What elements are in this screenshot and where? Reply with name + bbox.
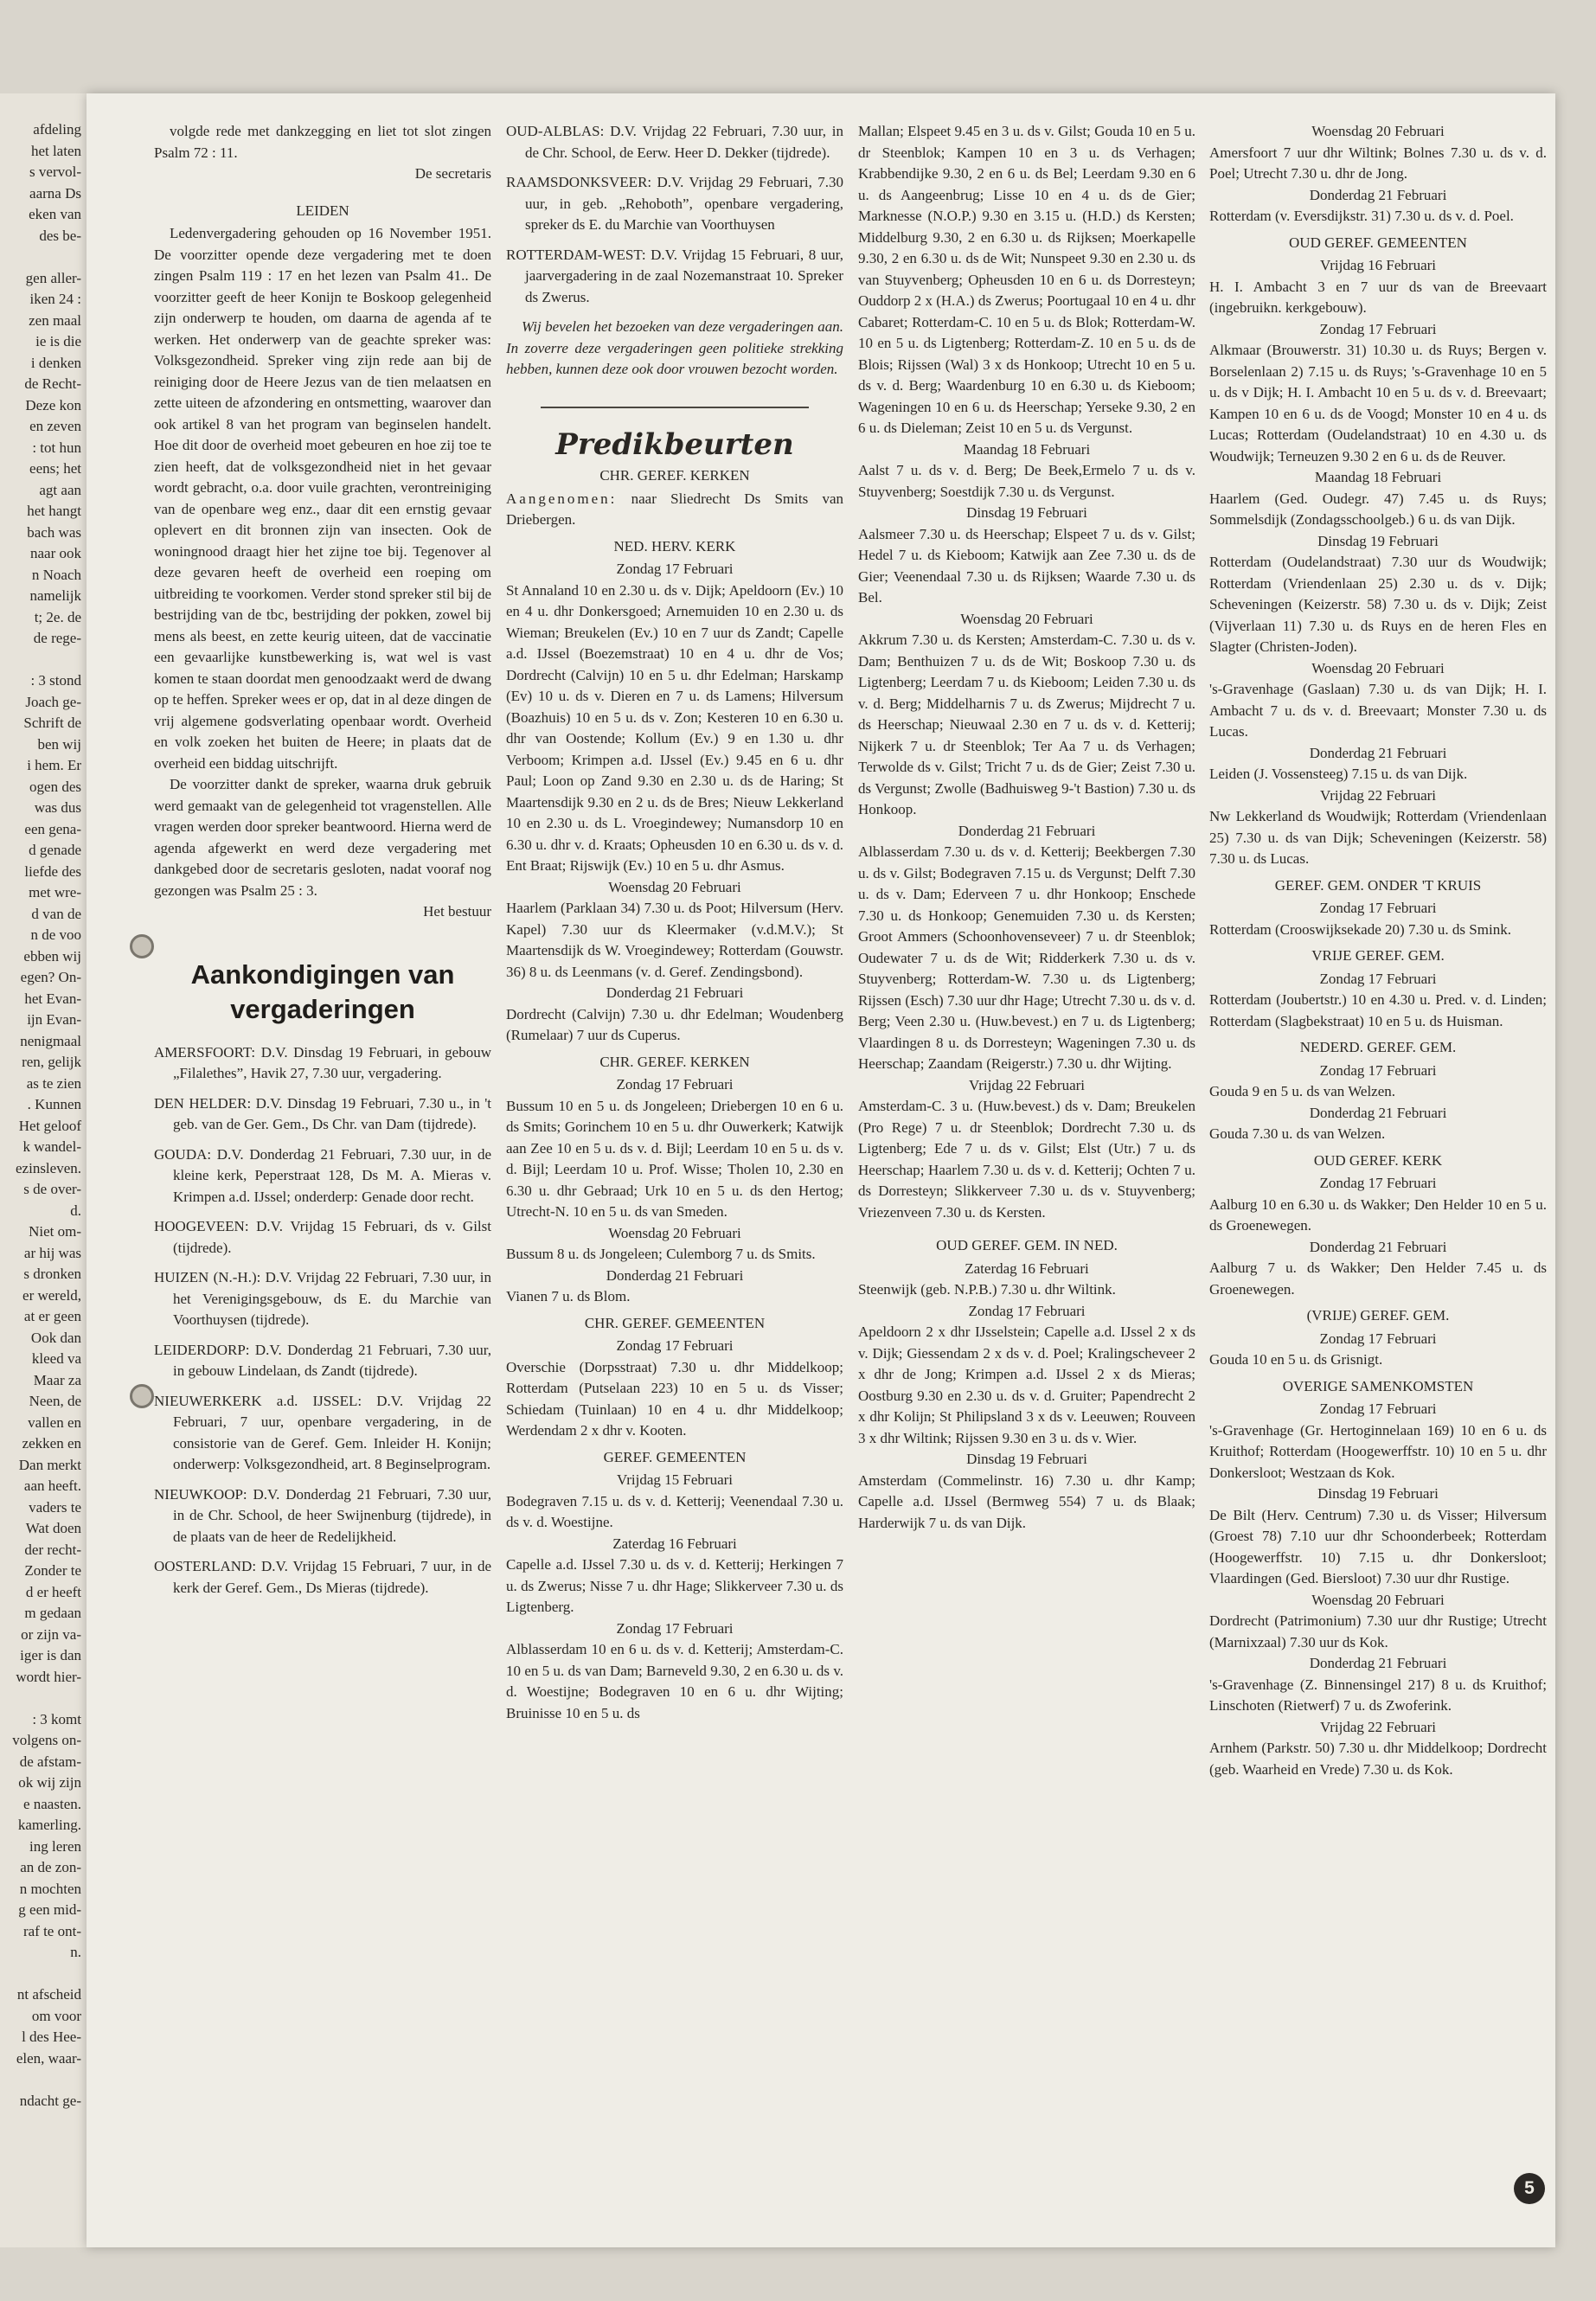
church-heading: VRIJE GEREF. GEM. (1311, 947, 1445, 964)
strip-line: i hem. Er (27, 757, 81, 773)
strip-line: s de over- (23, 1181, 81, 1197)
announcement-item: GOUDA: D.V. Donderdag 21 Februari, 7.30 uur, in de kleine kerk, Peperstraat 128, Ds M. A. Mieras v. Krimpen a.d. IJssel; onderderp: Genade door recht. (154, 1145, 491, 1205)
day-heading: Donderdag 21 Februari (1309, 1238, 1447, 1255)
strip-line: s dronken (23, 1266, 81, 1282)
church-heading: GEREF. GEMEENTEN (603, 1448, 747, 1465)
announcement-item: NIEUWKOOP: D.V. Donderdag 21 Februari, 7.30 uur, in de Chr. School, de heer Swijnenburg (tijdrede), in de plaats van de heer de Redelijkheid. (154, 1485, 491, 1545)
announcements-title (154, 958, 491, 1027)
church-heading: OUD GEREF. GEM. IN NED. (936, 1237, 1118, 1253)
strip-line: aarna Ds (29, 184, 81, 202)
strip-line: met wre- (29, 884, 81, 901)
paragraph: Rotterdam (v. Eversdijkstr. 31) 7.30 u. ds v. d. Poel. (1209, 208, 1514, 224)
church-heading: OVERIGE SAMENKOMSTEN (1282, 1377, 1474, 1394)
strip-line: des be- (39, 227, 81, 244)
day-heading: Dinsdag 19 Februari (1317, 1485, 1439, 1502)
strip-line: : tot hun (32, 439, 81, 456)
strip-line: Zonder te (24, 1562, 81, 1579)
strip-line: ok wij zijn (18, 1774, 81, 1791)
announcement-list (506, 121, 843, 308)
day-heading: Donderdag 21 Februari (1309, 744, 1447, 761)
strip-line: liefde des (24, 862, 81, 880)
strip-line: d genade (29, 842, 81, 858)
announcement-item: LEIDERDORP: D.V. Donderdag 21 Februari, 7.30 uur, in gebouw Lindelaan, ds Zandt (tijdrede). (154, 1341, 491, 1379)
paragraph: Akkrum 7.30 u. ds Kersten; Amsterdam-C. 7.30 u. ds v. Dam; Benthuizen 7 u. ds de Wit; Boskoop 7.30 u. ds Ligtenberg; Leerdam 7 u. ds Kieboom; Leiden 7.30 u. ds v. d. Berg; Middelharnis 7 u. ds Zwerus; Mijdrecht 7 u. ds Heerschap; Nieuwaal 2.30 en 7 u. ds v. d. Ketterij; Nijkerk 7 u. dr Steenblok; Ter Aa 7 u. ds Verhagen; Terwolde ds v. Gilst; Tricht 7 u. ds de Gier; Zeist 7.30 u. ds Vergunst; Zwolle (Badhuisweg 9-'t Bastion) 7.30 u. ds Honkoop. (858, 631, 1195, 817)
strip-line: aan heeft. (23, 1477, 81, 1494)
paragraph: Alblasserdam 7.30 u. ds v. d. Ketterij; Beekbergen 7.30 u. ds v. Gilst; Bodegraven 7.15 u. ds Vergunst; Delft 7.30 u. ds v. Dam; Ederveen 7 u. dhr Honkoop; Enschede 7.30 u. ds Honkoop; Genemuiden 7.30 u. ds Kersten; Groot Ammers (Schoonhovenseveer) 7 u. dr Steenblok; Oudewater 7 u. ds de Wit; Ridderkerk 7.30 u. ds v. Stuyvenberg; Rotterdam-W. 7.30 u. ds Ligtenberg; Rijssen (Esch) 7.30 uur dhr Hage; Utrecht 7.30 u. ds v. d. Berg; Veen 2.30 u. (Huw.bevest.) en 7 u. ds Ligtenberg; Vlaardingen 8 u. ds Dorresteyn; Wageningen 7.30 u. ds Heerschap; Zaandam (Reigerstr.) 7.30 u. dhr Wijting. (858, 843, 1195, 1072)
day-heading: Donderdag 21 Februari (1309, 1104, 1447, 1121)
paragraph: Amersfoort 7 uur dhr Wiltink; Bolnes 7.30 u. ds v. d. Poel; Utrecht 7.30 u. dhr de Jong. (1209, 144, 1547, 182)
day-heading: Zondag 17 Februari (1319, 900, 1437, 916)
day-heading: Woensdag 20 Februari (960, 610, 1093, 627)
text: naar Sliedrecht Ds Smits van Driebergen. (506, 490, 843, 528)
day-heading: Maandag 18 Februari (1314, 469, 1442, 485)
predikbeurten-title: Predikbeurten (555, 426, 794, 462)
strip-line: Het geloof (18, 1117, 81, 1134)
strip-line: iken 24 : (29, 291, 81, 307)
strip-line: Schrift de (23, 715, 81, 731)
church-heading: CHR. GEREF. GEMEENTEN (584, 1314, 766, 1331)
strip-line: iger is dan (20, 1647, 81, 1663)
strip-line: raf te ont- (22, 1922, 81, 1939)
strip-line: ben wij (37, 735, 81, 753)
paragraph: Amsterdam (Commelinstr. 16) 7.30 u. dhr Kamp; Capelle a.d. IJssel (Bermweg 554) 7 u. ds Blaak; Harderwijk 7 u. ds van Dijk. (858, 1471, 1195, 1531)
strip-line: de afstam- (19, 1753, 81, 1770)
strip-line (0, 2069, 81, 2091)
strip-line: eens; het (29, 460, 81, 477)
strip-line: i denken (30, 354, 81, 371)
day-heading: Dinsdag 19 Februari (966, 504, 1087, 521)
day-heading: Vrijdag 22 Februari (969, 1076, 1085, 1093)
paragraph: Vianen 7 u. ds Blom. (506, 1288, 631, 1304)
strip-line: Joach ge- (25, 693, 81, 710)
announcement-item: OOSTERLAND: D.V. Vrijdag 15 Februari, 7 uur, in de kerk der Geref. Gem., Ds Mieras (tijdrede). (154, 1558, 491, 1596)
paragraph: volgde rede met dankzegging en liet tot slot zingen Psalm 72 : 11. (154, 123, 491, 161)
paragraph: Bussum 10 en 5 u. ds Jongeleen; Driebergen 10 en 6 u. ds Smits; Gorinchem 10 en 5 u. dhr Ouwerkerk; Katwijk aan Zee 10 en 5 u. ds v. d. Bijl; Leerdam 10 en 5 u. ds v. d. Bijl; Leerdam 10 u. Prof. Wisse; Tholen 10, 2.30 en 6.30 u. dhr Gebraad; Urk 10 en 5 u. ds den Hertog; Utrecht-N. 10 en 5 u. ds van Smeden. (506, 1097, 843, 1220)
strip-line: t; 2e. de (34, 608, 81, 625)
paragraph: De voorzitter dankt de spreker, waarna druk gebruik werd gemaakt van de gelegenheid tot vragenstellen. Alle vragen werden door spreker beantwoord. Hierna werd de agenda afgewerkt en werd deze vergadering met dankgebed door de secretaris gesloten, nadat vooraf nog gezongen was Psalm 25 : 3. (154, 776, 491, 899)
day-heading: Woensdag 20 Februari (608, 1224, 741, 1241)
strip-line: het Evan- (24, 990, 81, 1007)
day-heading: Dinsdag 19 Februari (966, 1451, 1087, 1467)
church-heading: NEDERD. GEREF. GEM. (1299, 1039, 1457, 1055)
day-heading: Zondag 17 Februari (1319, 970, 1437, 987)
strip-line: volgens on- (12, 1732, 81, 1748)
church-heading: NED. HERV. KERK (613, 537, 736, 554)
strip-line: naar ook (29, 545, 81, 561)
paragraph: Ledenvergadering gehouden op 16 November 1951. De voorzitter opende deze vergadering met te doen zingen Psalm 119 : 17 en het lezen van Psalm 41.. De voorzitter geeft de heer Konijn te Boskoop gelegenheid zijn onderwerp te houden, om daarna de agenda af te werken. Het onderwerp van de geachte spreker was: Volksgezondheid. Spreker ving zijn rede aan bij de reiniging door de Heere Jezus van de tien melaatsen en zette uiteen de afzondering en ontsmetting, waarover dan ook artikel 8 van het program van beginselen handelt. Hoe dit door de overheid moet gebeuren en hoe zij toe te zien heeft, dat de volksgezondheid niet in het gevaar wordt gebracht, o.a. door vuile grachten, verontreiniging van de openbare weg enz., daar dit een ernstig gevaar oplevert en dit bronnen zijn van insecten. Ook de woningnood draagt hier het zijne toe bij. Tegenover al deze gevaren heeft de overheid een roeping om uitbreiding te voorkomen. Verder stond spreker stil bij de bestrijding van de tbc, bestrijding der pokken, zowel bij mens als beest, en zette keurig uiteen, dat de vaccinatie een gevaarlijke kunstbewerking is, wat wel is vast komen te staan doordat men genoodzaakt werd de dwang op te heffen. Spreker wees er op, dat in al deze dingen de vrij algemene godsverlating openbaar wordt. Overheid en volk zoeken het buiten de Heere; in plaats dat de overheid een biddag uitschrijft. (154, 225, 491, 772)
strip-line (0, 247, 81, 268)
paragraph: Capelle a.d. IJssel 7.30 u. ds v. d. Ketterij; Herkingen 7 u. ds Zwerus; Nisse 7 u. dhr Hage; Slikkerveer 7.30 u. ds Ligtenberg. (506, 1556, 843, 1615)
paragraph: De Bilt (Herv. Centrum) 7.30 u. ds Visser; Hilversum (Groest 78) 7.10 uur dhr Schoonderbeek; Rotterdam (Hoogewerffstr. 10) 7.15 u. dhr Donkersloot; Vlaardingen (Ged. Biersloot) 7.30 uur dhr Rustige. (1209, 1506, 1547, 1586)
strip-line: ar hij was (23, 1244, 81, 1261)
strip-line: ie is die (35, 333, 81, 349)
strip-line: Ook dan (30, 1329, 81, 1346)
title-line: Aankondigingen van (190, 958, 455, 990)
strip-line: ezinsleven. (16, 1159, 81, 1176)
strip-line: . Kunnen (27, 1096, 81, 1112)
day-heading: Donderdag 21 Februari (958, 822, 1096, 839)
divider (541, 407, 809, 408)
day-heading: Zaterdag 16 Februari (612, 1535, 737, 1552)
day-heading: Woensdag 20 Februari (608, 878, 741, 895)
church-heading: OUD GEREF. KERK (1313, 1151, 1443, 1169)
paragraph: Aalburg 7 u. ds Wakker; Den Helder 7.45 u. ds Groenewegen. (1209, 1259, 1547, 1298)
previous-page-text (0, 119, 81, 2112)
day-heading: Maandag 18 Februari (963, 440, 1091, 458)
day-heading: Donderdag 21 Februari (1309, 1655, 1447, 1671)
paragraph: Alkmaar (Brouwerstr. 31) 10.30 u. ds Ruys; Bergen v. Borselenlaan 2) 7.15 u. ds Ruys; 's-Gravenhage 10 en 5 u. ds v Dijk; H. I. Ambacht 10 en 5 u. ds v. d. Breevaart; Kampen 10 en 6 u. ds de Voogd; Monster 10 en 4 u. ds Lucas; Rotterdam (Oudelandstraat) 10 en 4.30 u. ds Woudwijk; Terneuzen 9.30 2 en 6 u. ds de Reuver. (1209, 342, 1547, 465)
previous-page-strip (0, 93, 89, 2247)
paragraph: H. I. Ambacht 3 en 7 uur ds van de Breevaart (ingebruikn. kerkgebouw). (1209, 278, 1547, 316)
strip-line: ogen des (29, 778, 81, 795)
announcement-item: OUD-ALBLAS: D.V. Vrijdag 22 Februari, 7.30 uur, in de Chr. School, de Eerw. Heer D. Dekker (tijdrede). (506, 123, 843, 161)
strip-line: namelijk (29, 587, 81, 604)
day-heading: Donderdag 21 Februari (1309, 186, 1447, 203)
strip-line: nenigmaal (20, 1032, 81, 1049)
strip-line: : 3 komt (32, 1710, 81, 1727)
strip-line (0, 1964, 81, 1985)
paragraph: Nw Lekkerland ds Woudwijk; Rotterdam (Vriendenlaan 25) 7.30 u. ds van Dijk; Scheveningen (Keizerstr. 58) 7.30 u. ds Lucas. (1209, 808, 1547, 867)
column-2 (506, 121, 843, 2214)
strip-line: n mochten (19, 1880, 81, 1897)
strip-line: s vervol- (29, 163, 81, 180)
strip-line: d. (70, 1202, 81, 1219)
strip-line: gen aller- (25, 269, 81, 286)
day-heading: Dinsdag 19 Februari (1317, 532, 1439, 549)
strip-line: Wat doen (25, 1520, 81, 1536)
strip-line: ijn Evan- (27, 1011, 81, 1028)
day-heading: Woensdag 20 Februari (1311, 1591, 1445, 1608)
strip-line: kamerling. (17, 1817, 81, 1833)
paragraph: Bodegraven 7.15 u. ds v. d. Ketterij; Veenendaal 7.30 u. ds v. d. Woestijne. (506, 1492, 843, 1530)
announcement-item: AMERSFOORT: D.V. Dinsdag 19 Februari, in gebouw „Filalethes”, Havik 27, 7.30 uur, vergadering. (154, 1043, 491, 1081)
strip-line: het laten (30, 142, 81, 159)
page-number: 5 (1514, 2173, 1545, 2204)
announcement-item: DEN HELDER: D.V. Dinsdag 19 Februari, 7.30 u., in 't geb. van de Ger. Gem., Ds Chr. van Dam (tijdrede). (154, 1094, 491, 1132)
strip-line: Niet om- (29, 1223, 81, 1240)
strip-line: de Recht- (24, 375, 81, 392)
strip-line: Dan merkt (18, 1456, 81, 1473)
day-heading: Zondag 17 Februari (1319, 1330, 1437, 1347)
strip-line: het hangt (27, 503, 81, 519)
strip-line: wordt hier- (16, 1668, 81, 1685)
strip-line: ren, gelijk (22, 1054, 81, 1070)
paragraph: Gouda 7.30 u. ds van Welzen. (1209, 1125, 1386, 1142)
strip-line: or zijn va- (21, 1625, 81, 1643)
day-heading: Vrijdag 15 Februari (617, 1471, 733, 1488)
day-heading: Woensdag 20 Februari (1311, 123, 1445, 139)
announcement-item: HUIZEN (N.-H.): D.V. Vrijdag 22 Februari, 7.30 uur, in het Verenigingsgebouw, ds E. du Marchie van Voorthuysen (tijdrede). (154, 1269, 491, 1328)
strip-line: n. (70, 1944, 81, 1960)
strip-line: was dus (34, 799, 81, 816)
strip-line: kleed va (31, 1350, 81, 1367)
day-heading: Zondag 17 Februari (616, 561, 734, 577)
day-heading: Zondag 17 Februari (1319, 1175, 1437, 1191)
day-heading: Vrijdag 22 Februari (1320, 1718, 1436, 1735)
strip-line: ing leren (29, 1837, 81, 1855)
announcement-list (154, 1042, 491, 1599)
strip-line: Deze kon (25, 396, 81, 413)
paragraph: Dordrecht (Calvijn) 7.30 u. dhr Edelman; Woudenberg (Rumelaar) 7 uur ds Cuperus. (506, 1005, 843, 1043)
announcement-item: NIEUWERKERK a.d. IJSSEL: D.V. Vrijdag 22 Februari, 7 uur, openbare vergadering, in de consistorie van de Geref. Gem. Inleider H. Konijn; onderwerp: Volksgezondheid, art. 8 Beginselprogram. (154, 1392, 491, 1472)
binding-hole (130, 934, 154, 958)
notice: Wij bevelen het bezoeken van deze vergaderingen aan. In zoverre deze vergaderingen geen politieke strekking hebben, kunnen deze ook door vrouwen bezocht worden. (506, 318, 843, 377)
announcement-item: HOOGEVEEN: D.V. Vrijdag 15 Februari, ds v. Gilst (tijdrede). (154, 1218, 491, 1256)
paragraph: Steenwijk (geb. N.P.B.) 7.30 u. dhr Wiltink. (858, 1281, 1116, 1298)
paragraph: Alblasserdam 10 en 6 u. ds v. d. Ketterij; Amsterdam-C. 10 en 5 u. ds van Dam; Barneveld 9.30, 2 en 6.30 u. ds v. d. Woestijne; Bodegraven 10 en 6 u. dhr Wijting; Bruinisse 10 en 5 u. ds (506, 1641, 843, 1721)
strip-line: Maar za (33, 1371, 81, 1388)
label: Aangenomen: (506, 490, 618, 507)
paragraph: Apeldoorn 2 x dhr IJsselstein; Capelle a.d. IJssel 2 x ds v. Dijk; Giessendam 2 x ds v. d. Poel; Kralingscheveer 2 x dhr de Jong; Krimpen a.d. IJssel 2 x ds Mieras; Oostburg 9.30 en 2.30 u. ds v. d. Gruiter; Papendrecht 2 x dhr Kolijn; St Philipsland 3 x ds v. Leeuwen; Rouveen 3 x dhr Wiltink; Rijssen 9.30 en 3 u. ds v. Wier. (858, 1324, 1195, 1446)
strip-line: d van de (31, 905, 81, 922)
church-heading: CHR. GEREF. KERKEN (599, 467, 750, 484)
strip-line: Neen, de (29, 1393, 81, 1409)
strip-line: eken van (29, 206, 81, 222)
paragraph: Amsterdam-C. 3 u. (Huw.bevest.) ds v. Dam; Breukelen (Pro Rege) 7 u. dr Steenblok; Dordrecht 7.30 u. ds Ligtenberg; Ede 7 u. ds v. Gilst; Elst (Utr.) 7 u. ds Heerschap; Haarlem 7.30 u. ds v. d. Ketterij; Ochten 7 u. ds Dorresteyn; Slikkerveer 7.30 u. ds v. Stuyvenberg; Vriezenveen 7.30 u. ds Kersten. (858, 1098, 1195, 1221)
strip-line: d er heeft (25, 1583, 81, 1600)
day-heading: Vrijdag 16 Februari (1320, 257, 1436, 273)
day-heading: Zondag 17 Februari (1319, 320, 1437, 337)
strip-line: l des Hee- (22, 2029, 81, 2045)
day-heading: Woensdag 20 Februari (1311, 659, 1445, 676)
paragraph: Gouda 9 en 5 u. ds van Welzen. (1209, 1083, 1396, 1099)
strip-line: en zeven (29, 418, 81, 434)
day-heading: Zondag 17 Februari (1319, 1061, 1437, 1079)
paragraph: Bussum 8 u. ds Jongeleen; Culemborg 7 u. ds Smits. (506, 1246, 816, 1262)
day-heading: Zondag 17 Februari (616, 1076, 734, 1093)
paragraph: 's-Gravenhage (Gr. Hertoginnelaan 169) 10 en 6 u. ds Kruithof; Rotterdam (Hoogewerffstr. 10) 10 en 5 u. dhr Donkersloot; Westzaan ds Kok. (1209, 1421, 1547, 1481)
paragraph: Rotterdam (Crooswijksekade 20) 7.30 u. ds Smink. (1209, 920, 1511, 938)
strip-line: egen? On- (20, 969, 81, 985)
announcement-item: ROTTERDAM-WEST: D.V. Vrijdag 15 Februari, 8 uur, jaarvergadering in de zaal Nozemanstraat 10. Spreker ds Zwerus. (506, 246, 843, 305)
church-heading: GEREF. GEM. ONDER 'T KRUIS (1274, 876, 1482, 894)
strip-line: m gedaan (24, 1605, 81, 1621)
day-heading: Donderdag 21 Februari (606, 1266, 744, 1284)
paragraph: 's-Gravenhage (Z. Binnensingel 217) 8 u. ds Kruithof; Linschoten (Rietwerf) 7 u. ds Zwoferink. (1209, 1676, 1547, 1714)
day-heading: Donderdag 21 Februari (606, 984, 744, 1001)
paragraph: St Annaland 10 en 2.30 u. ds v. Dijk; Apeldoorn (Ev.) 10 en 4 u. dhr Donkersgoed; Arnemuiden 10 en 2.30 u. ds Wieman; Breukelen (Ev.) 10 en 7 uur ds Zandt; Capelle a.d. IJssel (Boezemstraat) 10 en 4 u. dhr de Vos; Dordrecht (Calvijn) 10 en 5 u. dhr Edelman; Harskamp (Ev) 10 u. ds v. Dieren en 7 u. ds Lamens; Hilversum (Boazhuis) 10 en 5 u. ds v. Zon; Kesteren 10 en 6.30 u. dhr van Oostende; Kollum (Ev.) 9 en 1.30 u. dhr Verboom; Krimpen a.d. IJssel (Ev.) 9.45 en 6 u. dhr Paul; Loon op Zand 9.30 en 2.30 u. ds de Haring; St Maartensdijk 9.30 en 2 u. ds de Bres; Nieuw Lekkerland 10 en 2.30 u. ds L. Vroegindewey; Numansdorp 10 en 6.30 u. dhr v. d. Kraats; Opheusden 10 en 6.30 u. ds v. d. Ent Braat; Rijswijk (Ev.) 10 en 5 u. dhr Asmus. (506, 581, 843, 874)
paragraph: Aalsmeer 7.30 u. ds Heerschap; Elspeet 7 u. ds v. Gilst; Hedel 7 u. ds Kieboom; Katwijk aan Zee 7.30 u. ds de Gier; Veenendaal 7.30 u. ds Rijksen; Waarde 7.30 u. ds Bel. (858, 525, 1195, 606)
strip-line: zen maal (29, 311, 81, 329)
strip-line: ndacht ge- (19, 2092, 81, 2109)
strip-line: g een mid- (18, 1901, 81, 1918)
strip-line: at er geen (23, 1308, 81, 1324)
section-heading: LEIDEN (296, 202, 349, 219)
strip-line: nt afscheid (16, 1986, 81, 2003)
paragraph: Haarlem (Parklaan 34) 7.30 u. ds Poot; Hilversum (Herv. Kapel) 7.30 uur ds Kleermaker (v.d.M.V.); St Maartensdijk ds W. Vroegindewey; Rotterdam (Gouwstr. 36) 8 u. ds Leenmans (v. d. Geref. Zendingsbond). (506, 900, 843, 980)
paragraph: Arnhem (Parkstr. 50) 7.30 u. dhr Middelkoop; Dordrecht (geb. Waarheid en Vrede) 7.30 u. ds Kok. (1209, 1740, 1547, 1778)
signature: De secretaris (414, 165, 491, 182)
strip-line: zekken en (22, 1435, 81, 1452)
paragraph: Mallan; Elspeet 9.45 en 3 u. ds v. Gilst; Gouda 10 en 5 u. dr Steenblok; Kampen 10 en 3 u. ds Verhagen; Krabbendijke 9.30, 2 en 6 u. ds Bel; Leerdam 9.30 en 6 u. ds Aangeenbrug; Lisse 10 en 4 u. ds de Gier; Marknesse (N.O.P.) 9.30 en 3.15 u. (H.D.) ds Kersten; Middelburg 9.30, 2 en 6.30 u. ds Rijksen; Moerkapelle 9.30, 2 en 6.30 u. ds de Wit; Nunspeet 9.30 en 2.30 u. ds van Stuyvenberg; Opheusden 10 en 6 u. ds Dorresteyn; Ouddorp 2 x (H.A.) ds Zwerus; Poortugaal 10 en 4 u. dhr Cabaret; Rotterdam-C. 10 en 5 u. ds Blok; Rotterdam-W. 10 en 5 u. ds Ligtenberg; Rotterdam-Z. 10 en 5 u. ds de Blois; Rijssen (Wal) 3 x ds Honkoop; Utrecht 10 en 5 u. ds v. d. Berg; Waardenburg 10 en 6.30 u. ds Kieboom; Wageningen 10 en 6 u. ds Heerschap; Yerseke 9.30, 2 en 6 u. ds Dieleman; Zeist 10 en 5 u. ds Vergunst. (858, 123, 1195, 436)
paragraph: Rotterdam (Joubertstr.) 10 en 4.30 u. Pred. v. d. Linden; Rotterdam (Slagbekstraat) 10 en 5 u. ds Huisman. (1209, 991, 1547, 1029)
paragraph: Dordrecht (Patrimonium) 7.30 uur dhr Rustige; Utrecht (Marnixzaal) 7.30 uur ds Kok. (1209, 1612, 1547, 1650)
strip-line: vallen en (28, 1413, 81, 1431)
strip-line (0, 1688, 81, 1709)
strip-line: om voor (31, 2007, 81, 2024)
strip-line: as te zien (26, 1074, 81, 1092)
church-heading: (VRIJE) GEREF. GEM. (1306, 1307, 1450, 1324)
strip-line: er wereld, (22, 1286, 81, 1304)
paragraph (506, 489, 843, 531)
strip-line: de rege- (33, 630, 81, 646)
paragraph: Rotterdam (Oudelandstraat) 7.30 uur ds Woudwijk; Rotterdam (Vriendenlaan 25) 2.30 u. ds v. Dijk; Scheveningen (Keizerstr. 58) 7.30 u. ds v. Dijk; Zeist (Vijverlaan 11) 7.30 u. ds Ruys en de heren Fles en Slagter (Christen-Joden). (1209, 554, 1547, 655)
day-heading: Vrijdag 22 Februari (1320, 786, 1436, 804)
strip-line: bach was (27, 523, 81, 541)
paragraph: Leiden (J. Vossensteeg) 7.15 u. ds van Dijk. (1209, 766, 1468, 782)
column-3 (858, 121, 1195, 2214)
column-1 (154, 121, 491, 2214)
strip-line: agt aan (39, 481, 81, 498)
day-heading: Zondag 17 Februari (1319, 1400, 1437, 1417)
strip-line: afdeling (33, 121, 81, 138)
day-heading: Zondag 17 Februari (968, 1302, 1086, 1319)
paragraph: Gouda 10 en 5 u. ds Grisnigt. (1209, 1351, 1383, 1368)
strip-line: n de voo (30, 926, 81, 943)
binding-hole (130, 1384, 154, 1408)
day-heading: Zaterdag 16 Februari (965, 1259, 1089, 1277)
strip-line: k wandel- (22, 1138, 81, 1155)
church-heading: OUD GEREF. GEMEENTEN (1289, 234, 1467, 251)
day-heading: Zondag 17 Februari (616, 1619, 734, 1637)
paragraph: 's-Gravenhage (Gaslaan) 7.30 u. ds van Dijk; H. I. Ambacht 7 u. ds v. d. Breevaart; Monster 7.30 u. ds Lucas. (1209, 681, 1547, 740)
strip-line: an de zon- (20, 1859, 81, 1875)
column-4 (1209, 121, 1547, 2214)
strip-line: n Noach (31, 566, 81, 583)
strip-line: een gena- (24, 820, 81, 837)
title-line: vergaderingen (230, 993, 415, 1024)
strip-line: elen, waar- (16, 2049, 81, 2067)
strip-line: vaders te (29, 1498, 81, 1516)
strip-line: : 3 stond (30, 672, 81, 689)
strip-line (0, 650, 81, 671)
paragraph: Aalst 7 u. ds v. d. Berg; De Beek,Ermelo 7 u. ds v. Stuyvenberg; Soestdijk 7.30 u. ds Vergunst. (858, 462, 1195, 500)
strip-line: e naasten. (22, 1795, 81, 1812)
strip-line: der recht- (24, 1541, 81, 1558)
day-heading: Zondag 17 Februari (616, 1337, 734, 1354)
church-heading: CHR. GEREF. KERKEN (599, 1053, 750, 1070)
paragraph: Haarlem (Ged. Oudegr. 47) 7.45 u. ds Ruys; Sommelsdijk (Zondagsschoolgeb.) 6 u. ds van Dijk. (1209, 490, 1547, 528)
announcement-item: RAAMSDONKSVEER: D.V. Vrijdag 29 Februari, 7.30 uur, in geb. „Rehoboth”, openbare vergadering, spreker ds E. du Marchie van Voorthuysen (506, 174, 843, 233)
paragraph: Aalburg 10 en 6.30 u. ds Wakker; Den Helder 10 en 5 u. ds Groenewegen. (1209, 1195, 1547, 1234)
signature: Het bestuur (423, 903, 491, 920)
paragraph: Overschie (Dorpsstraat) 7.30 u. dhr Middelkoop; Rotterdam (Putselaan 223) 10 en 5 u. ds Visser; Schiedam (Tuinlaan) 10 en 4 u. dhr Middelkoop; Werdendam 2 x dhr v. Kooten. (506, 1358, 843, 1439)
strip-line: ebben wij (23, 947, 81, 965)
